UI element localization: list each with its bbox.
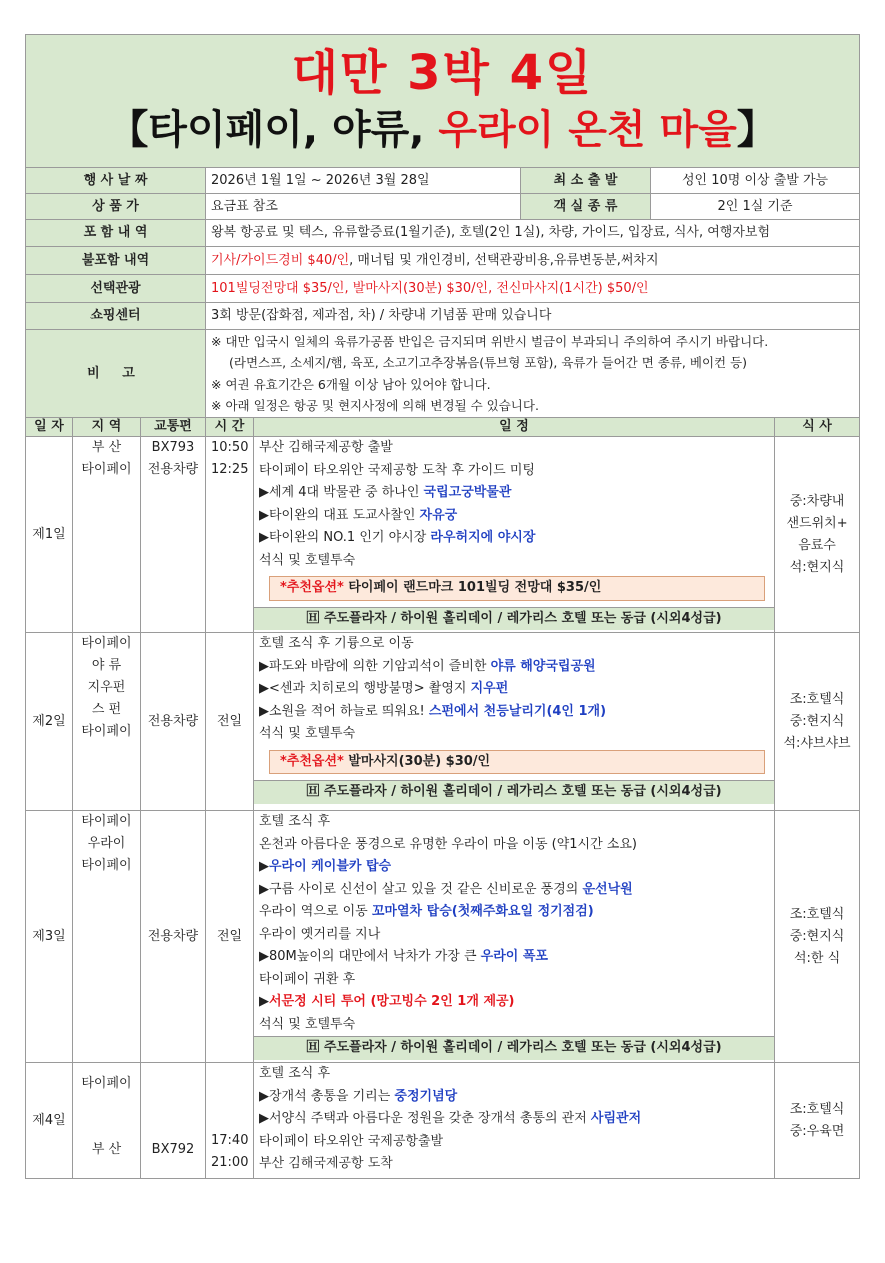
region-cell: 부 산 타이페이 bbox=[73, 437, 141, 633]
include-value: 왕복 항공료 및 텍스, 유류할증료(1월기준), 호텔(2인 1실), 차량, 가이드, 입장료, 식사, 여행자보험 bbox=[206, 220, 860, 247]
recommended-option: *추천옵션* 타이페이 랜드마크 101빌딩 전망대 $35/인 bbox=[269, 576, 765, 601]
day-row bbox=[26, 1063, 860, 1179]
remark-line: (라면스프, 소세지/햄, 육포, 소고기고추장볶음(튜브형 포함), 육류가 들어간 면 종류, 베이컨 등) bbox=[229, 355, 748, 370]
price-label: 상 품 가 bbox=[26, 194, 206, 220]
col-time: 시 간 bbox=[206, 418, 254, 437]
min-value: 성인 10명 이상 출발 가능 bbox=[651, 168, 860, 194]
schedule-cell: 호텔 조식 후 기륭으로 이동 ▶파도와 바람에 의한 기암괴석이 즐비한 야류 해양국립공원 ▶<센과 치히로의 행방불명> 촬영지 지우펀 ▶소원을 적어 하늘로 띄워요! 스펀에서 천등날리기(4인 1개) 석식 및 호텔투숙 *추천옵션* 발마사지(30분) $30/인 🄷 주도플라자 / 하이원 홀리데이 / 레가리스 호텔 또는 동급 (시외4성급) bbox=[254, 633, 775, 811]
region-cell: 타이페이 우라이 타이페이 bbox=[73, 811, 141, 1063]
hotel-info: 🄷 주도플라자 / 하이원 홀리데이 / 레가리스 호텔 또는 동급 (시외4성급) bbox=[254, 607, 774, 631]
exclude-label: 불포함 내역 bbox=[26, 247, 206, 275]
min-label: 최 소 출 발 bbox=[521, 168, 651, 194]
price-value: 요금표 참조 bbox=[206, 194, 521, 220]
room-label: 객 실 종 류 bbox=[521, 194, 651, 220]
col-schedule: 일 정 bbox=[254, 418, 775, 437]
time-cell: 전일 bbox=[206, 811, 254, 1063]
remarks-label: 비 고 bbox=[26, 330, 206, 418]
day-row bbox=[26, 437, 860, 633]
transport-cell: BX793 전용차량 bbox=[141, 437, 206, 633]
transport-cell: 전용차량 bbox=[141, 633, 206, 811]
transport-cell: 전용차량 bbox=[141, 811, 206, 1063]
main-title: 대만 3박 4일 bbox=[291, 45, 594, 101]
optional-label: 선택관광 bbox=[26, 275, 206, 303]
col-meal: 식 사 bbox=[775, 418, 860, 437]
col-region: 지 역 bbox=[73, 418, 141, 437]
day-row bbox=[26, 811, 860, 1063]
day-label: 제1일 bbox=[26, 437, 73, 633]
hotel-info: 🄷 주도플라자 / 하이원 홀리데이 / 레가리스 호텔 또는 동급 (시외4성급) bbox=[254, 780, 774, 804]
meal-cell: 중:차량내 샌드위치+ 음료수 석:현지식 bbox=[775, 437, 860, 633]
schedule-cell: 부산 김해국제공항 출발 타이페이 타오위안 국제공항 도착 후 가이드 미팅 ▶세계 4대 박물관 중 하나인 국립고궁박물관 ▶타이완의 대표 도교사찰인 자유궁 ▶타이완의 NO.1 인기 야시장 라우허지에 야시장 석식 및 호텔투숙 *추천옵션* 타이페이 랜드마크 101빌딩 전망대 $35/인 🄷 주도플라자 / 하이원 홀리데이 / 레가리스 호텔 또는 동급 (시외4성급) bbox=[254, 437, 775, 633]
day-label: 제2일 bbox=[26, 633, 73, 811]
meal-cell: 조:호텔식 중:현지식 석:한 식 bbox=[775, 811, 860, 1063]
period-label: 행 사 날 짜 bbox=[26, 168, 206, 194]
region-cell: 타이페이 야 류 지우펀 스 펀 타이페이 bbox=[73, 633, 141, 811]
remark-line: ※ 여권 유효기간은 6개월 이상 남아 있어야 합니다. bbox=[211, 376, 491, 392]
itinerary-page bbox=[25, 34, 859, 1179]
schedule-cell: 호텔 조식 후 온천과 아름다운 풍경으로 유명한 우라이 마을 이동 (약1시간 소요) ▶우라이 케이블카 탑승 ▶구름 사이로 신선이 살고 있을 것 같은 신비로운 풍경의 운선낙원 우라이 역으로 이동 꼬마열차 탑승(첫째주화요일 정기점검) 우라이 옛거리를 지나 ▶80M높이의 대만에서 낙차가 가장 큰 우라이 폭포 타이페이 귀환 후 ▶서문정 시티 투어 (망고빙수 2인 1개 제공) 석식 및 호텔투숙 🄷 주도플라자 / 하이원 홀리데이 / 레가리스 호텔 또는 동급 (시외4성급) bbox=[254, 811, 775, 1063]
shopping-value: 3회 방문(잡화점, 제과점, 차) / 차량내 기념품 판매 있습니다 bbox=[206, 303, 860, 330]
transport-cell: BX792 bbox=[141, 1063, 206, 1179]
shopping-label: 쇼핑센터 bbox=[26, 303, 206, 330]
time-cell: 전일 bbox=[206, 633, 254, 811]
include-label: 포 함 내 역 bbox=[26, 220, 206, 247]
optional-value: 101빌딩전망대 $35/인, 발마사지(30분) $30/인, 전신마사지(1시간) $50/인 bbox=[206, 275, 860, 303]
day-row bbox=[26, 633, 860, 811]
time-cell: 17:40 21:00 bbox=[206, 1063, 254, 1179]
itinerary-table bbox=[25, 34, 860, 1179]
remark-line: ※ 아래 일정은 항공 및 현지사정에 의해 변경될 수 있습니다. bbox=[211, 398, 539, 413]
day-label: 제4일 bbox=[26, 1063, 73, 1179]
remark-line: ※ 대만 입국시 일체의 육류가공품 반입은 금지되며 위반시 벌금이 부과되니 주의하여 주시기 바랍니다. bbox=[211, 333, 769, 349]
region-cell: 타이페이 부 산 bbox=[73, 1063, 141, 1179]
sub-title: 【타이페이, 야류, 우라이 온천 마을】 bbox=[108, 107, 777, 153]
meal-cell: 조:호텔식 중:현지식 석:샤브샤브 bbox=[775, 633, 860, 811]
title-block bbox=[26, 35, 860, 168]
day-label: 제3일 bbox=[26, 811, 73, 1063]
recommended-option: *추천옵션* 발마사지(30분) $30/인 bbox=[269, 750, 765, 775]
col-day: 일 자 bbox=[26, 418, 73, 437]
exclude-value: 기사/가이드경비 $40/인, 매너팁 및 개인경비, 선택관광비용,유류변동분,써차지 bbox=[206, 247, 860, 275]
schedule-cell: 호텔 조식 후 ▶장개석 총통을 기리는 중정기념당 ▶서양식 주택과 아름다운 정원을 갖춘 장개석 총통의 관저 사림관저 타이페이 타오위안 국제공항출발 부산 김해국제공항 도착 bbox=[254, 1063, 775, 1179]
room-value: 2인 1실 기준 bbox=[651, 194, 860, 220]
period-value: 2026년 1월 1일 ~ 2026년 3월 28일 bbox=[206, 168, 521, 194]
col-transport: 교통편 bbox=[141, 418, 206, 437]
hotel-info: 🄷 주도플라자 / 하이원 홀리데이 / 레가리스 호텔 또는 동급 (시외4성급) bbox=[254, 1036, 774, 1060]
remarks-value bbox=[206, 330, 860, 418]
time-cell: 10:50 12:25 bbox=[206, 437, 254, 633]
meal-cell: 조:호텔식 중:우육면 bbox=[775, 1063, 860, 1179]
